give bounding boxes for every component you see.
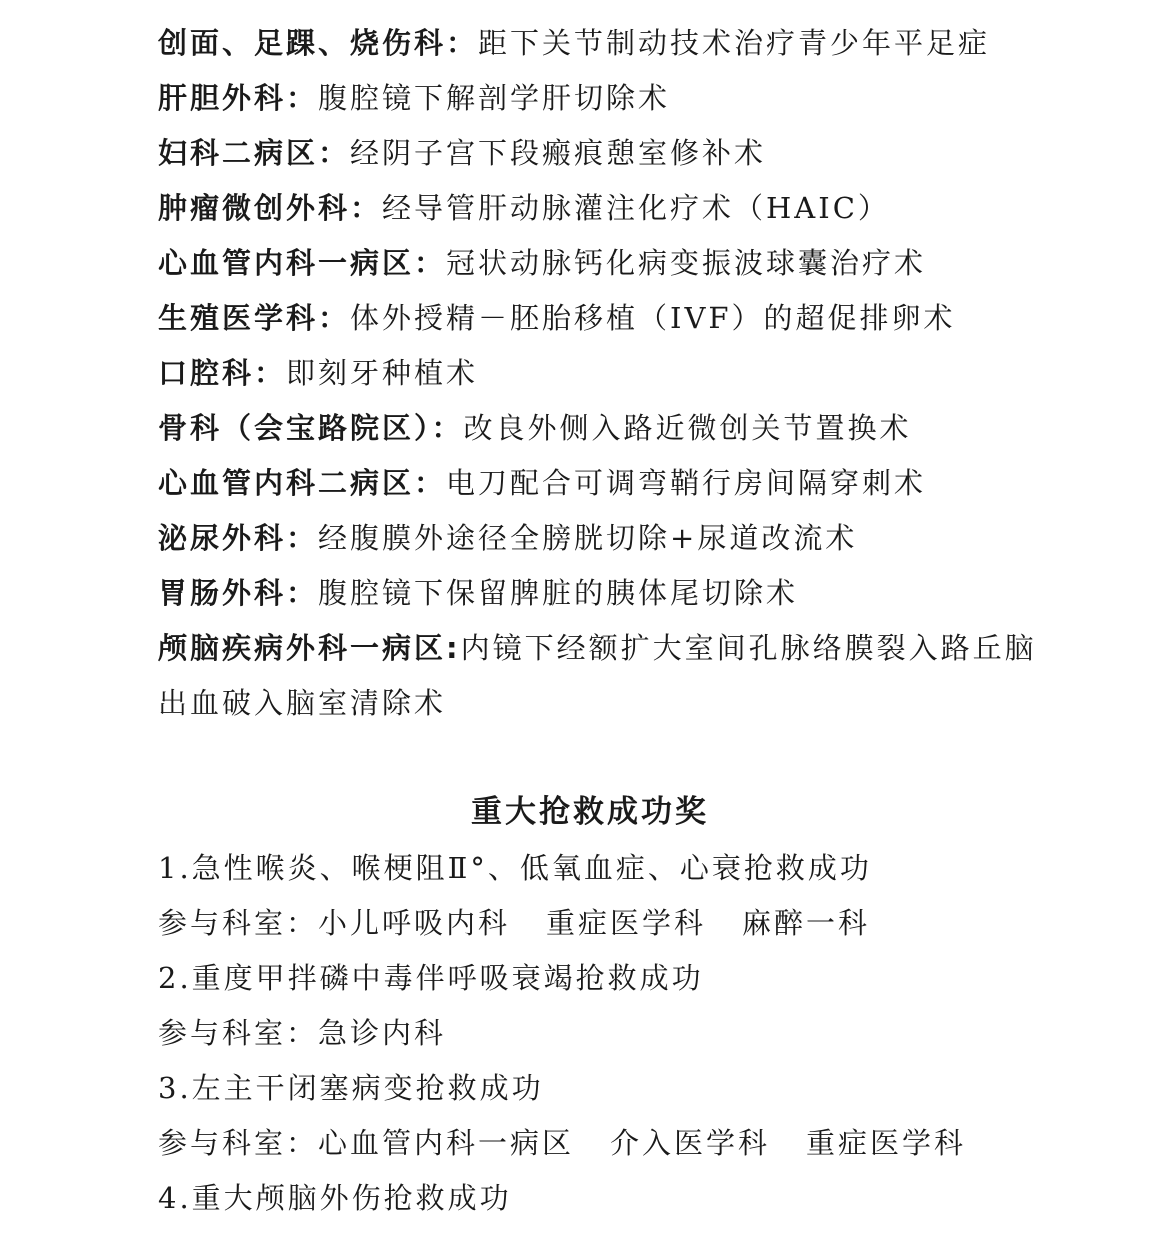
procedure-name: 电刀配合可调弯鞘行房间隔穿刺术 xyxy=(446,466,927,500)
rescue-case-title: 1.急性喉炎、喉梗阻Ⅱ°、低氧血症、心衰抢救成功 xyxy=(158,851,872,885)
department-name: 妇科二病区： xyxy=(158,136,351,170)
department-name: 肝胆外科： xyxy=(158,81,319,115)
surgery-item xyxy=(158,80,670,116)
surgery-item xyxy=(158,410,912,446)
procedure-name: 经导管肝动脉灌注化疗术（HAIC） xyxy=(382,191,890,225)
rescue-case-participants xyxy=(158,905,870,941)
department-name: 创面、足踝、烧伤科： xyxy=(158,26,479,60)
participants-label: 参与科室： xyxy=(158,906,319,940)
rescue-case-participants xyxy=(158,1125,966,1161)
surgery-item xyxy=(158,190,890,226)
procedure-name: 距下关节制动技术治疗青少年平足症 xyxy=(478,26,991,60)
department-name: 口腔科： xyxy=(158,356,287,390)
department-name: 泌尿外科： xyxy=(158,521,319,555)
surgery-item xyxy=(158,630,1037,666)
participant-dept: 介入医学科 xyxy=(610,1126,771,1160)
section-heading: 重大抢救成功奖 xyxy=(471,794,709,830)
surgery-item xyxy=(158,465,926,501)
participants-label: 参与科室： xyxy=(158,1126,319,1160)
participant-dept: 小儿呼吸内科 xyxy=(318,906,511,940)
procedure-name: 经阴子宫下段瘢痕憩室修补术 xyxy=(350,136,767,170)
procedure-name: 经腹膜外途径全膀胱切除+尿道改流术 xyxy=(318,521,858,555)
rescue-case-title: 2.重度甲拌磷中毒伴呼吸衰竭抢救成功 xyxy=(158,961,704,995)
procedure-name: 体外授精－胚胎移植（IVF）的超促排卵术 xyxy=(350,301,956,335)
surgery-item xyxy=(158,245,926,281)
surgery-item-continuation: 出血破入脑室清除术 xyxy=(158,686,447,720)
department-name: 心血管内科一病区： xyxy=(158,246,447,280)
surgery-item xyxy=(158,355,478,391)
rescue-case-title: 3.左主干闭塞病变抢救成功 xyxy=(158,1071,544,1105)
surgery-item xyxy=(158,25,990,61)
participant-dept: 重症医学科 xyxy=(806,1126,967,1160)
department-name: 心血管内科二病区： xyxy=(158,466,447,500)
procedure-name: 改良外侧入路近微创关节置换术 xyxy=(463,411,912,445)
participants-label: 参与科室： xyxy=(158,1016,319,1050)
participant-dept: 重症医学科 xyxy=(546,906,707,940)
department-name: 生殖医学科： xyxy=(158,301,351,335)
rescue-case-participants xyxy=(158,1015,446,1051)
surgery-item xyxy=(158,135,766,171)
procedure-name: 内镜下经额扩大室间孔脉络膜裂入路丘脑 xyxy=(460,631,1037,665)
participant-dept: 心血管内科一病区 xyxy=(318,1126,575,1160)
department-name: 骨科（会宝路院区）： xyxy=(158,411,464,445)
procedure-name: 腹腔镜下保留脾脏的胰体尾切除术 xyxy=(318,576,799,610)
procedure-name: 即刻牙种植术 xyxy=(286,356,479,390)
surgery-item xyxy=(158,520,857,556)
surgery-item xyxy=(158,575,798,611)
department-name: 颅脑疾病外科一病区: xyxy=(158,631,461,665)
department-name: 肿瘤微创外科： xyxy=(158,191,383,225)
participant-dept: 麻醉一科 xyxy=(742,906,871,940)
participant-dept: 急诊内科 xyxy=(318,1016,447,1050)
surgery-item xyxy=(158,300,956,336)
rescue-case-title: 4.重大颅脑外伤抢救成功 xyxy=(158,1181,512,1215)
procedure-name: 腹腔镜下解剖学肝切除术 xyxy=(318,81,671,115)
department-name: 胃肠外科： xyxy=(158,576,319,610)
procedure-name: 冠状动脉钙化病变振波球囊治疗术 xyxy=(446,246,927,280)
